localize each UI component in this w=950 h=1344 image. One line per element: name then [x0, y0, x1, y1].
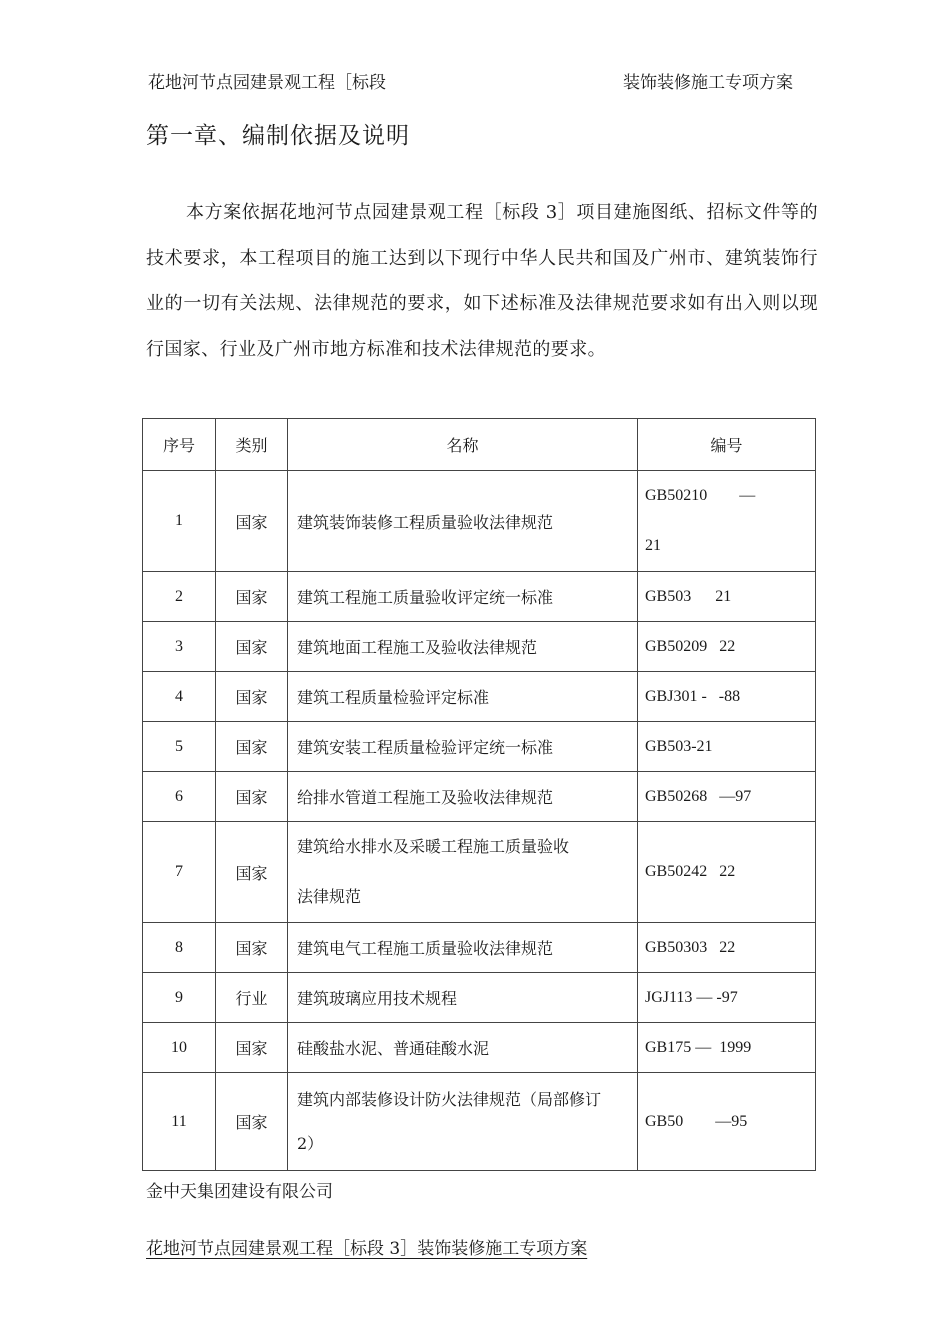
standards-table — [142, 418, 816, 1171]
row-category: 国家 — [216, 471, 288, 572]
row-seq: 3 — [143, 622, 216, 672]
row-name: 建筑装饰装修工程质量验收法律规范 — [288, 471, 638, 572]
row-seq: 9 — [143, 973, 216, 1023]
row-category: 国家 — [216, 672, 288, 722]
intro-paragraph: 本方案依据花地河节点园建景观工程［标段 3］项目建施图纸、招标文件等的技术要求，本工程项目的施工达到以下现行中华人民共和国及广州市、建筑装饰行业的一切有关法规、法律规范的要求，如下述标准及法律规范要求如有出入则以现行国家、行业及广州市地方标准和技术法律规范的要求。 — [146, 202, 818, 360]
row-category: 国家 — [216, 622, 288, 672]
table-row — [143, 471, 816, 572]
row-name: 建筑工程质量检验评定标准 — [288, 672, 638, 722]
table-row — [143, 1023, 816, 1073]
row-name: 建筑安装工程质量检验评定统一标准 — [288, 722, 638, 772]
table-row — [143, 923, 816, 973]
row-category: 国家 — [216, 722, 288, 772]
table-header-row — [143, 419, 816, 471]
row-code: GB50242 22 — [638, 822, 816, 923]
table-row — [143, 722, 816, 772]
row-name-line1: 建筑内部装修设计防火法律规范（局部修订 — [297, 1089, 602, 1109]
row-seq: 5 — [143, 722, 216, 772]
row-name: 给排水管道工程施工及验收法律规范 — [288, 772, 638, 822]
row-code: GB503 21 — [638, 572, 816, 622]
row-code-line1: GB50210 — — [645, 487, 756, 504]
row-code — [638, 471, 816, 572]
header-project-title: 花地河节点园建景观工程［标段 — [148, 73, 386, 93]
row-seq: 7 — [143, 822, 216, 923]
row-seq: 8 — [143, 923, 216, 973]
row-seq: 4 — [143, 672, 216, 722]
row-category: 国家 — [216, 923, 288, 973]
table-row — [143, 772, 816, 822]
footer-title: 花地河节点园建景观工程［标段 3］装饰装修施工专项方案 — [146, 1239, 588, 1259]
row-code: GB50 —95 — [638, 1073, 816, 1171]
header-category: 类别 — [216, 419, 288, 471]
header-name: 名称 — [288, 419, 638, 471]
row-code: GB503-21 — [638, 722, 816, 772]
header-seq: 序号 — [143, 419, 216, 471]
row-code: GB50268 —97 — [638, 772, 816, 822]
row-seq: 11 — [143, 1073, 216, 1171]
table-row — [143, 973, 816, 1023]
row-code: GB50209 22 — [638, 622, 816, 672]
row-category: 国家 — [216, 572, 288, 622]
row-code-line2: 21 — [645, 537, 661, 554]
header-code: 编号 — [638, 419, 816, 471]
row-name-line1: 建筑给水排水及采暖工程施工质量验收 — [297, 837, 570, 856]
row-name: 硅酸盐水泥、普通硅酸水泥 — [288, 1023, 638, 1073]
row-seq: 2 — [143, 572, 216, 622]
row-category: 国家 — [216, 1073, 288, 1171]
row-code: JGJ113 — -97 — [638, 973, 816, 1023]
row-name — [288, 1073, 638, 1171]
row-seq: 10 — [143, 1023, 216, 1073]
row-name — [288, 822, 638, 923]
row-name-line2: 法律规范 — [297, 887, 362, 906]
table-row — [143, 822, 816, 923]
row-name: 建筑玻璃应用技术规程 — [288, 973, 638, 1023]
table-row — [143, 1073, 816, 1171]
row-seq: 6 — [143, 772, 216, 822]
row-code: GB50303 22 — [638, 923, 816, 973]
row-name: 建筑电气工程施工质量验收法律规范 — [288, 923, 638, 973]
row-code: GB175 — 1999 — [638, 1023, 816, 1073]
table-row — [143, 572, 816, 622]
row-category: 行业 — [216, 973, 288, 1023]
footer-company: 金中天集团建设有限公司 — [146, 1182, 333, 1202]
chapter-title: 第一章、编制依据及说明 — [146, 123, 410, 149]
row-name: 建筑工程施工质量验收评定统一标准 — [288, 572, 638, 622]
table-row — [143, 672, 816, 722]
row-seq: 1 — [143, 471, 216, 572]
header-document-title: 装饰装修施工专项方案 — [623, 73, 793, 93]
row-code: GBJ301 - -88 — [638, 672, 816, 722]
row-name: 建筑地面工程施工及验收法律规范 — [288, 622, 638, 672]
row-category: 国家 — [216, 822, 288, 923]
row-category: 国家 — [216, 772, 288, 822]
row-name-line2: 2） — [297, 1133, 324, 1153]
table-row — [143, 622, 816, 672]
row-category: 国家 — [216, 1023, 288, 1073]
